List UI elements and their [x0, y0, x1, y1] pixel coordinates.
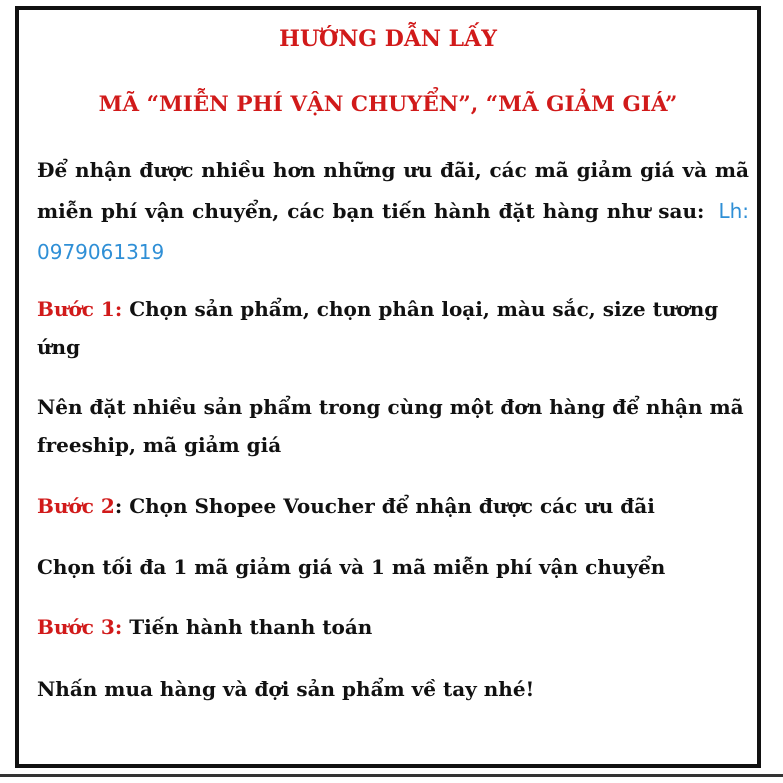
step-3-text: Tiến hành thanh toán	[122, 615, 373, 639]
step-2-label: Bước 2	[37, 494, 115, 518]
step-1-note: Nên đặt nhiều sản phẩm trong cùng một đơn hàng để nhận mã freeship, mã giảm giá	[37, 395, 744, 457]
contact-phone: Lh: 0979061319	[37, 199, 749, 264]
step-2	[37, 487, 749, 525]
bottom-divider	[0, 774, 783, 777]
intro-text: Để nhận được nhiều hơn những ưu đãi, các mã giảm giá và mã miễn phí vận chuyển, các bạn tiến hành đặt hàng như sau:	[37, 158, 749, 223]
title-line-2: MÃ “MIỄN PHÍ VẬN CHUYỂN”, “MÃ GIẢM GIÁ”	[98, 92, 678, 117]
title-line-1: HƯỚNG DẪN LẤY	[279, 26, 497, 52]
step-1	[37, 290, 749, 366]
step-1-text: Chọn sản phẩm, chọn phân loại, màu sắc, size tương ứng	[37, 297, 719, 359]
step-2-note: Chọn tối đa 1 mã giảm giá và 1 mã miễn phí vận chuyển	[37, 555, 666, 579]
instruction-card	[15, 6, 761, 768]
step-3	[37, 608, 749, 646]
step-1-label: Bước 1:	[37, 297, 123, 321]
step-3-note: Nhấn mua hàng và đợi sản phẩm về tay nhé!	[37, 677, 535, 701]
step-3-label: Bước 3:	[37, 615, 123, 639]
intro-paragraph	[37, 150, 749, 273]
step-2-text: : Chọn Shopee Voucher để nhận được các ưu đãi	[114, 494, 655, 518]
